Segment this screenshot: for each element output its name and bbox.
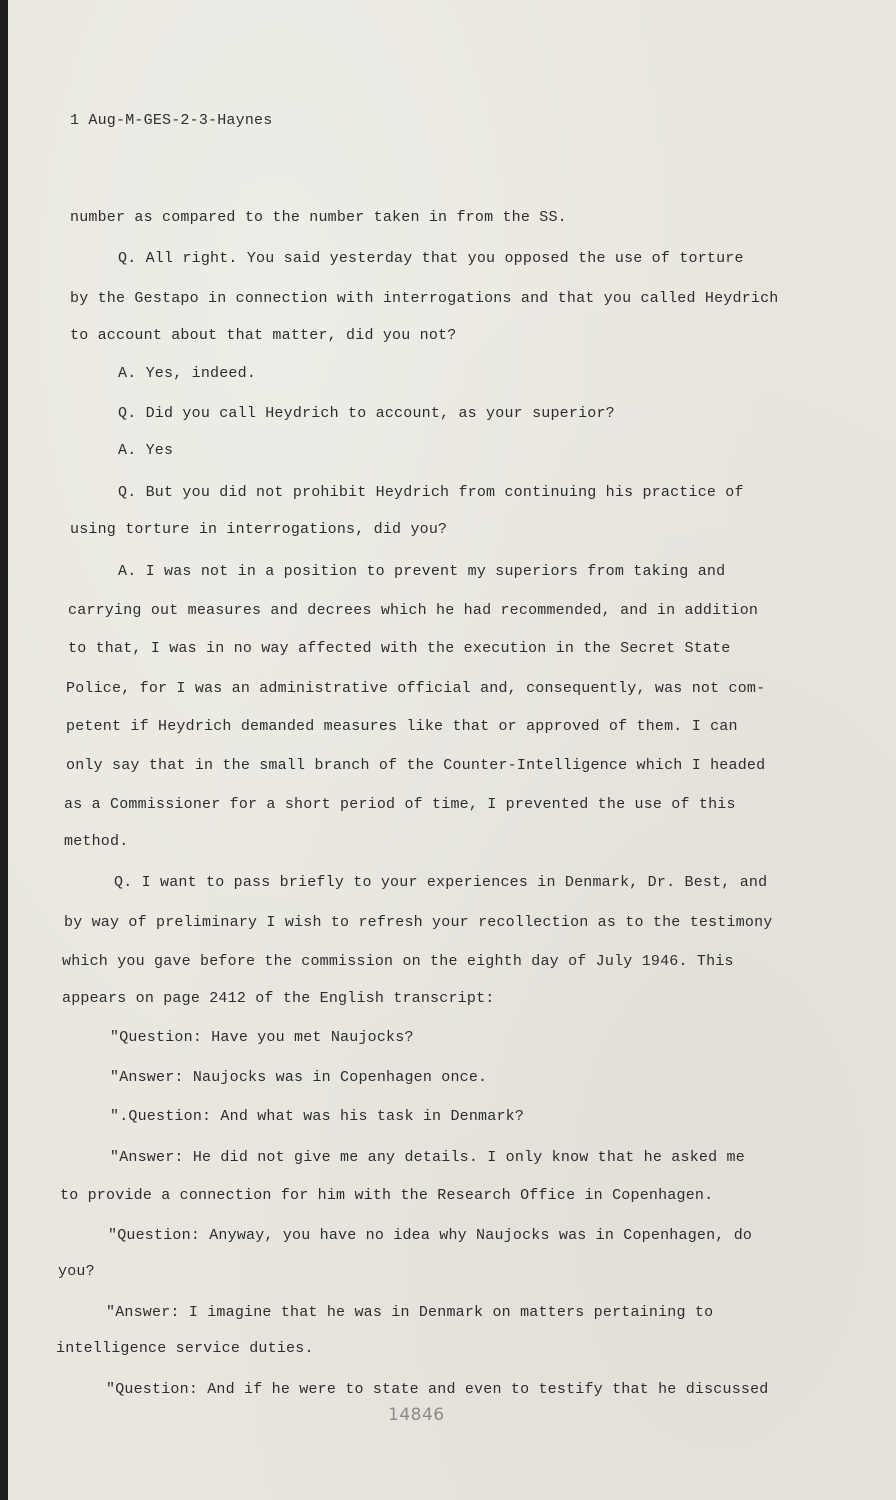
- text-line: Police, for I was an administrative official and, consequently, was not com-: [66, 680, 766, 697]
- text-line: carrying out measures and decrees which he had recommended, and in addition: [68, 602, 759, 619]
- text-line: "Answer: Naujocks was in Copenhagen once.: [110, 1069, 488, 1086]
- text-line: "Question: Have you met Naujocks?: [110, 1029, 414, 1046]
- text-line: to provide a connection for him with the Research Office in Copenhagen.: [60, 1187, 714, 1204]
- document-page: [8, 0, 896, 1500]
- text-line: only say that in the small branch of the Counter-Intelligence which I headed: [66, 757, 766, 774]
- text-line: appears on page 2412 of the English transcript:: [62, 990, 495, 1007]
- text-line: by way of preliminary I wish to refresh your recollection as to the testimony: [64, 914, 773, 931]
- text-line: number as compared to the number taken in from the SS.: [70, 209, 567, 226]
- text-line: as a Commissioner for a short period of time, I prevented the use of this: [64, 796, 736, 813]
- text-line: "Question: And if he were to state and even to testify that he discussed: [106, 1381, 769, 1398]
- text-line: ".Question: And what was his task in Denmark?: [110, 1108, 525, 1125]
- text-line: "Answer: He did not give me any details. I only know that he asked me: [110, 1149, 745, 1166]
- text-line: by the Gestapo in connection with interrogations and that you called Heydrich: [70, 290, 779, 307]
- text-line: petent if Heydrich demanded measures like that or approved of them. I can: [66, 718, 738, 735]
- text-line: Q. All right. You said yesterday that you opposed the use of torture: [118, 250, 744, 267]
- text-line: which you gave before the commission on the eighth day of July 1946. This: [62, 953, 734, 970]
- text-line: Q. I want to pass briefly to your experiences in Denmark, Dr. Best, and: [114, 874, 768, 891]
- text-line: to that, I was in no way affected with the execution in the Secret State: [68, 640, 731, 657]
- text-line: "Question: Anyway, you have no idea why Naujocks was in Copenhagen, do: [108, 1227, 753, 1244]
- text-line: "Answer: I imagine that he was in Denmark on matters pertaining to: [106, 1304, 714, 1321]
- text-line: using torture in interrogations, did you?: [70, 521, 448, 538]
- text-line: method.: [64, 833, 129, 850]
- text-line: Q. Did you call Heydrich to account, as your superior?: [118, 405, 615, 422]
- text-line: you?: [58, 1263, 95, 1280]
- document-header: 1 Aug-M-GES-2-3-Haynes: [70, 112, 273, 129]
- text-line: to account about that matter, did you not?: [70, 327, 457, 344]
- text-line: A. I was not in a position to prevent my superiors from taking and: [118, 563, 726, 580]
- text-line: A. Yes: [118, 442, 174, 459]
- page-number: 14846: [388, 1405, 445, 1425]
- text-line: A. Yes, indeed.: [118, 365, 257, 382]
- text-line: Q. But you did not prohibit Heydrich from continuing his practice of: [118, 484, 744, 501]
- text-line: intelligence service duties.: [56, 1340, 314, 1357]
